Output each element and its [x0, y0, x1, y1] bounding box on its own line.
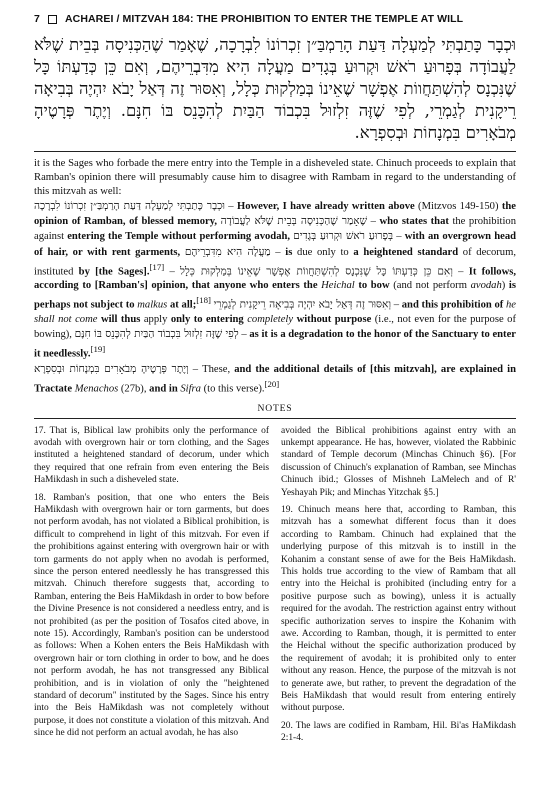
- explanation-para-last: וְיֶתֶר פְּרָטֶיהָ מְבֹאָרִים בִּמְנָחוֹת וּבְסִפְרָא – These, and the additional details of [this mitzvah], are explained in Tractate Menachos (27b), and in Sifra (to this verse).[20]: [34, 362, 517, 395]
- explanation-para: וּכְבָר כָּתַבְתִּי לְמַעְלָה דַּעַת הָרַמְבַּ״ן זִכְרוֹנוֹ לִבְרָכָה – However, I have already written above (Mitzvos 149-150) the opinion of Ramban, of blessed memory, שֶׁאָמַר שֶׁהַכְּנִיסָה בְּבֵית שֶׁלֹּא לַעֲבוֹדָה – who states that the prohibition against entering the Temple without performing avodah, בְּפָרוּעַ רֹאשׁ וּקְרוּעַ בְּגָדִים – with an overgrown head of hair, or with rent garments, מַעֲלָה הִיא מִדִּבְרֵיהֶם – is due only to a heightened standard of decorum, instituted by [the Sages].[17] – וְאִם כֵּן כְּדַעְתּוֹ כָּל שֶׁנִּכְנָס לְהִשְׁתַּחֲווֹת אֶפְשָׁר שֶׁאֵינוֹ בְּמַלְקוּת כְּלָל – It follows, according to [Ramban's] opinion, that anyone who enters the Heichal to bow (and not perform avodah) is perhaps not subject to malkus at all;[18] וְאִסּוּר זֶה דְּאַל יָבֹא יִהְיֶה בְּבִיאָה רֵיקָנִית לְגַמְרֵי – and this prohibition of he shall not come will thus apply only to entering completely without purpose (i.e., not even for the purpose of bowing), לְפִי שֶׁזֶּה זִלְזוּל בִּכְבוֹד הַבַּיִת לְהִכָּנֵס בּוֹ חִנָּם – as it is a degradation to the honor of the Sanctuary to enter it needlessly.[19]: [34, 200, 517, 360]
- page-number: 7: [34, 13, 40, 25]
- note-item: 19. Chinuch means here that, according to Ramban, this mitzvah has a somewhat different focus than it does according to Rambam. Chinuch had explained that the underlying purpose of this mitzvah is to instill in the Kohanim a constant sense of awe for the Beis HaMikdash. This holds true according to the view of Rambam that all entry into the Heichal is prohibited (including entry for a positive purpose such as bowing), unless it is actually required for the avodah. The restriction against entry without specific authorization serves to inspire the Kohanim with awe. According to Ramban, though, it is permitted to enter the Heichal without the specific authorization produced by the requirement of avodah; it is prohibited only to enter without any reason. Hence, the purpose of the mitzvah is not to generate awe, but rather, to prevent the degradation of the Beis HaMikdash that would result from entering entirely without purpose.: [281, 504, 516, 714]
- note-item: 20. The laws are codified in Rambam, Hil. Bi'as HaMikdash 2:1-4.: [281, 720, 516, 744]
- note-ref: [18]: [196, 295, 211, 306]
- note-item: 17. That is, Biblical law prohibits only the performance of avodah with overgrown hair or torn clothing, and the Sages instituted a heightened standard of decorum, under which they required that one refrain from even entering the Beis HaMikdash in such a disheveled state.: [34, 425, 269, 486]
- explanation-text: [34, 157, 516, 397]
- notes-column-right: [281, 425, 516, 750]
- note-item: avoided the Biblical prohibitions against entry with an unkempt appearance. He has, however, violated the Rabbinic standard of Temple decorum (Minchas Chinuch §6). [For discussion of Chinuch's explanation of Ramban, see Minchas Chinuch ibid.; Glosses of Mishneh LaMelech and of R' Yeshayah Pik; and Minchas Yitzchak §5.]: [281, 425, 516, 498]
- notes-heading: NOTES: [257, 402, 293, 414]
- notes-section: [34, 425, 516, 750]
- hebrew-source-text: וּכְבָר כָּתַבְתִּי לְמַעְלָה דַּעַת הָרַמְבַּ״ן זִכְרוֹנוֹ לִבְרָכָה, שֶׁאָמַר שֶׁהַכְּנִיסָה בְּבֵית שֶׁלֹּא לַעֲבוֹדָה בְּפָרוּעַ רֹאשׁ וּקְרוּעַ בְּגָדִים מַעֲלָה הִיא מִדִּבְרֵיהֶם, וְאִם כֵּן כְּדַעְתּוֹ כָּל שֶׁנִּכְנָס לְהִשְׁתַּחֲווֹת אֶפְשָׁר שֶׁאֵינוֹ בְּמַלְקוּת כְּלָל, וְאִסּוּר זֶה דְּאַל יָבֹא יִהְיֶה בְּבִיאָה רֵיקָנִית לְגַמְרֵי, לְפִי שֶׁזֶּה זִלְזוּל בִּכְבוֹד הַבַּיִת לְהִכָּנֵס בּוֹ חִנָּם. וְיֶתֶר פְּרָטֶיהָ מְבֹאָרִים בִּמְנָחוֹת וּבְסִפְרָא.: [34, 35, 516, 142]
- square-bullet-icon: [48, 15, 57, 24]
- note-item: 18. Ramban's position, that one who enters the Beis HaMikdash with overgrown hair or torn garments, but does not perform avodah, has not violated a Biblical prohibition, is difficult to comprehend in light of this mitzvah. For even if the prohibitions against entering with overgrown hair or with torn garments do not apply when no avodah is performed, since the person entered needlessly he has transgressed this mitzvah. Chinuch therefore suggests that, according to Ramban, entering the Beis HaMikdash in order to bow before the Divine Presence is not considered a needless entry, and is not prohibited (as per the position of Tosafos cited above, in note 15). Accordingly, Ramban's position can be understood as follows: When a Kohen enters the Beis HaMikdash with overgrown hair or torn clothing in order to bow, and he does not perform avodah, he has not transgressed any Biblical prohibition, and is in violation of only the "heightened standard of decorum" instituted by the Sages. Since his entry into the Beis HaMikdash was not completely without purpose, it does not constitute a violation of this mitzvah. And since he did not perform an actual avodah, he has also: [34, 492, 269, 739]
- explanation-intro: it is the Sages who forbade the mere entry into the Temple in a disheveled state. Chinuch proceeds to explain that Ramban's opinion there will presumably cause him to disagree with Rambam in regard to the understanding of this mitzvah as well:: [34, 158, 516, 198]
- note-ref: [19]: [90, 344, 106, 355]
- notes-divider: [34, 418, 516, 419]
- notes-column-left: [34, 425, 269, 750]
- header-title: ACHAREI / MITZVAH 184: THE PROHIBITION TO ENTER THE TEMPLE AT WILL: [64, 13, 464, 25]
- divider: [34, 151, 516, 152]
- running-header: [34, 10, 516, 28]
- note-ref: [17]: [149, 261, 165, 272]
- note-ref: [20]: [264, 378, 280, 389]
